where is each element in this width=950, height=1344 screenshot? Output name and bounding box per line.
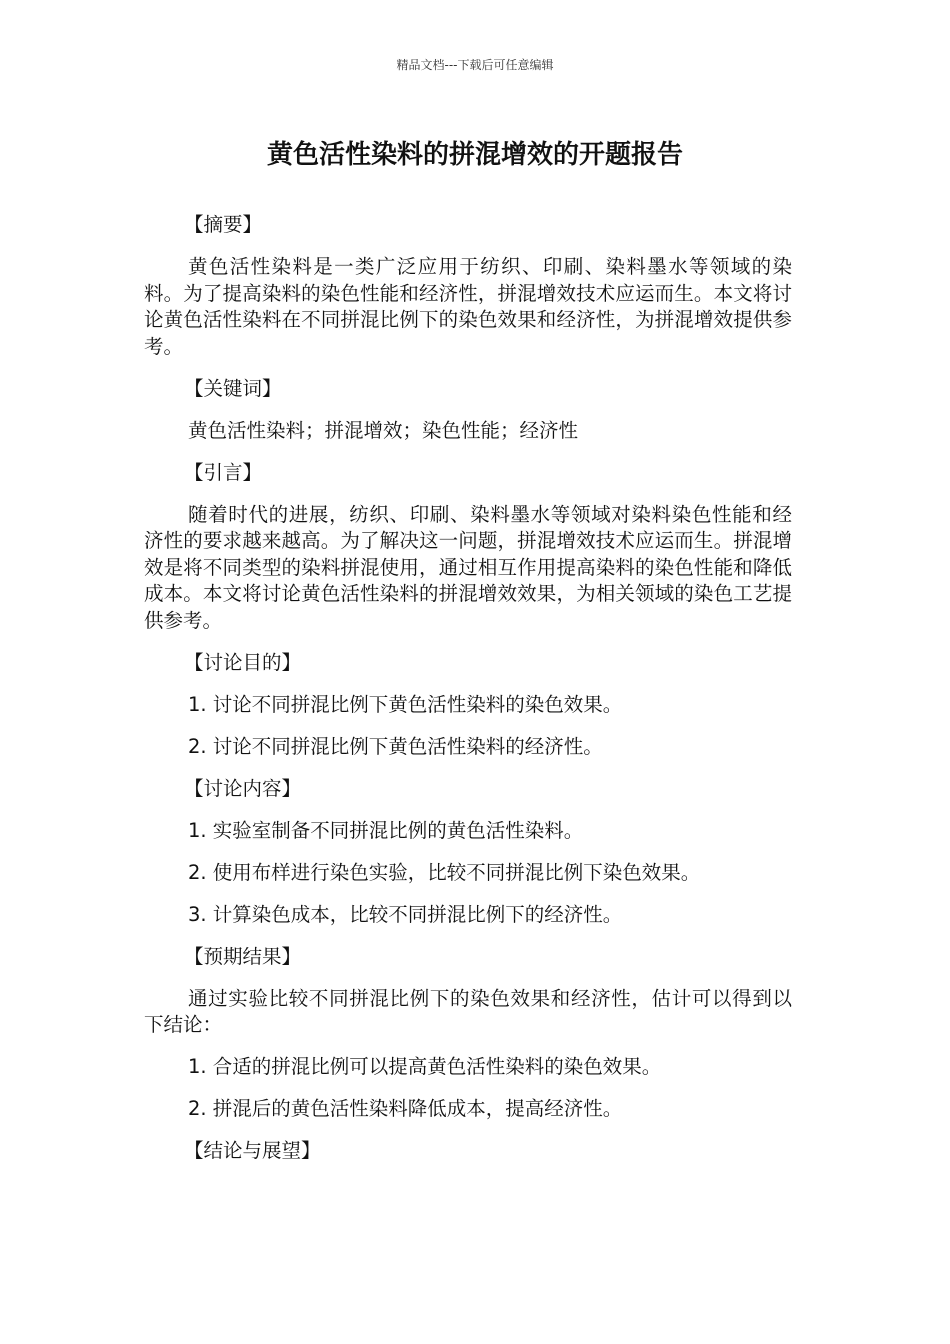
abstract-heading: 【摘要】 xyxy=(184,213,263,236)
document-body xyxy=(144,212,792,1180)
results-item: 1. 合适的拼混比例可以提高黄色活性染料的染色效果。 xyxy=(188,1055,662,1078)
results-heading: 【预期结果】 xyxy=(184,944,302,968)
results-item: 2. 拼混后的黄色活性染料降低成本，提高经济性。 xyxy=(188,1097,623,1120)
abstract-paragraph: 黄色活性染料是一类广泛应用于纺织、印刷、染料墨水等领域的染料。为了提高染料的染色性能和经济性，拼混增效技术应运而生。本文将讨论黄色活性染料在不同拼混比例下的染色效果和经济性，为拼混增效提供参考。 xyxy=(144,255,792,358)
purpose-item: 2. 讨论不同拼混比例下黄色活性染料的经济性。 xyxy=(188,734,603,758)
conclusion-heading: 【结论与展望】 xyxy=(184,1139,321,1162)
content-item: 2. 使用布样进行染色实验，比较不同拼混比例下染色效果。 xyxy=(188,860,701,884)
content-heading: 【讨论内容】 xyxy=(184,776,302,800)
keywords-paragraph: 黄色活性染料；拼混增效；染色性能；经济性 xyxy=(188,418,579,442)
document-title: 黄色活性染料的拼混增效的开题报告 xyxy=(266,140,683,170)
purpose-item: 1. 讨论不同拼混比例下黄色活性染料的染色效果。 xyxy=(188,692,623,716)
intro-heading: 【引言】 xyxy=(184,460,263,484)
keywords-heading: 【关键词】 xyxy=(184,376,282,400)
content-item: 3. 计算染色成本，比较不同拼混比例下的经济性。 xyxy=(188,902,623,926)
results-paragraph: 通过实验比较不同拼混比例下的染色效果和经济性，估计可以得到以下结论： xyxy=(144,986,792,1036)
intro-paragraph: 随着时代的进展，纺织、印刷、染料墨水等领域对染料染色性能和经济性的要求越来越高。为了解决这一问题，拼混增效技术应运而生。拼混增效是将不同类型的染料拼混使用，通过相互作用提高染料的染色性能和降低成本。本文将讨论黄色活性染料的拼混增效效果，为相关领域的染色工艺提供参考。 xyxy=(144,502,792,632)
purpose-heading: 【讨论目的】 xyxy=(184,650,302,674)
header-note: 精品文档---下载后可任意编辑 xyxy=(396,58,554,72)
content-item: 1. 实验室制备不同拼混比例的黄色活性染料。 xyxy=(188,818,584,842)
